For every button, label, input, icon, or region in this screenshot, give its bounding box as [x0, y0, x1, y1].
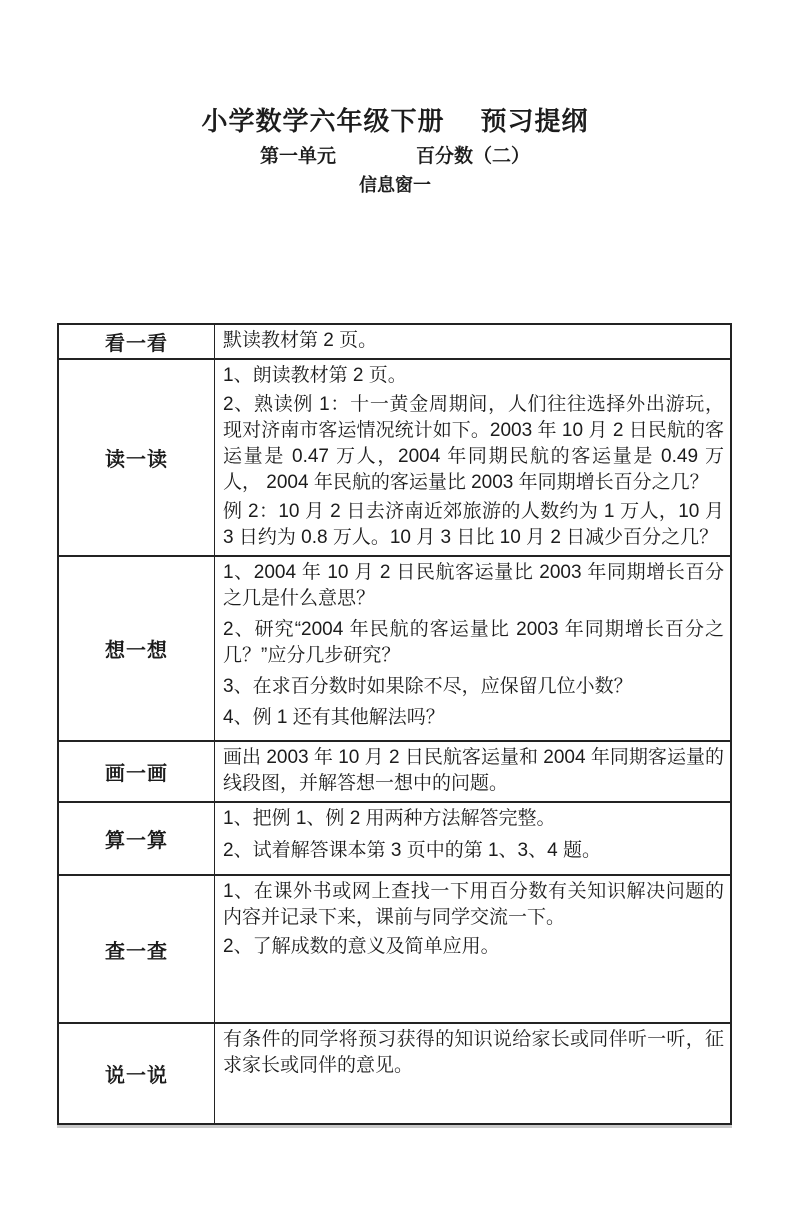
- table-row-kanyikan: [59, 325, 730, 358]
- content-paragraph: 画出 2003 年 10 月 2 日民航客运量和 2004 年同期客运量的线段图，并解答想一想中的问题。: [223, 747, 724, 794]
- content-paragraph: 例 2：10 月 2 日去济南近郊旅游的人数约为 1 万人，10 月 3 日约为 0.8 万人。10 月 3 日比 10 月 2 日减少百分之几？: [223, 501, 724, 548]
- content-paragraph: 2、熟读例 1：十一黄金周期间，人们往往选择外出游玩，现对济南市客运情况统计如下。2003 年 10 月 2 日民航的客运量是 0.47 万人，2004 年同期民航的客运量是 0.49 万人， 2004 年民航的客运量比 2003 年同期增长百分之几？: [223, 394, 724, 493]
- row-content: [215, 360, 730, 555]
- row-content: [215, 803, 730, 874]
- preview-outline-table: [57, 323, 732, 1125]
- content-paragraph: 2、了解成数的意义及简单应用。: [223, 936, 500, 957]
- row-label: 查一查: [59, 876, 215, 1022]
- content-paragraph: 1、2004 年 10 月 2 日民航客运量比 2003 年同期增长百分之几是什么意思？: [223, 562, 724, 609]
- row-label: 想一想: [59, 557, 215, 740]
- row-content: [215, 557, 730, 740]
- content-paragraph: 1、朗读教材第 2 页。: [223, 365, 407, 386]
- row-label: 看一看: [59, 325, 215, 358]
- row-content: [215, 876, 730, 1022]
- table-row-shuoyishuo: [59, 1022, 730, 1123]
- row-content: [215, 742, 730, 801]
- row-content: [215, 325, 730, 358]
- section-heading: 信息窗一: [359, 175, 431, 195]
- document-page: [0, 106, 790, 1228]
- unit-label: 第一单元: [259, 146, 336, 167]
- table-row-xiangyixiang: [59, 555, 730, 740]
- content-paragraph: 2、研究“2004 年民航的客运量比 2003 年同期增长百分之几？”应分几步研究？: [223, 619, 724, 666]
- document-title-right: 预习提纲: [480, 106, 589, 136]
- topic-label: 百分数（二）: [416, 146, 531, 167]
- unit-subtitle: [0, 146, 790, 168]
- document-title-left: 小学数学六年级下册: [201, 106, 445, 136]
- table-row-chayicha: [59, 874, 730, 1022]
- table-row-duyidu: [59, 358, 730, 555]
- content-paragraph: 2、试着解答课本第 3 页中的第 1、3、4 题。: [223, 840, 601, 861]
- content-paragraph: 4、例 1 还有其他解法吗？: [223, 707, 445, 728]
- table-row-suanyisuan: [59, 801, 730, 874]
- row-content: [215, 1024, 730, 1123]
- row-label: 画一画: [59, 742, 215, 801]
- document-title: [0, 106, 790, 136]
- content-paragraph: 1、在课外书或网上查找一下用百分数有关知识解决问题的内容并记录下来，课前与同学交流一下。: [223, 881, 724, 928]
- table-row-huayihua: [59, 740, 730, 801]
- content-paragraph: 有条件的同学将预习获得的知识说给家长或同伴听一听，征求家长或同伴的意见。: [223, 1029, 724, 1076]
- row-label: 说一说: [59, 1024, 215, 1123]
- content-paragraph: 3、在求百分数时如果除不尽，应保留几位小数？: [223, 676, 633, 697]
- row-label: 算一算: [59, 803, 215, 874]
- content-paragraph: 1、把例 1、例 2 用两种方法解答完整。: [223, 808, 556, 829]
- content-paragraph: 默读教材第 2 页。: [223, 330, 378, 351]
- row-label: 读一读: [59, 360, 215, 555]
